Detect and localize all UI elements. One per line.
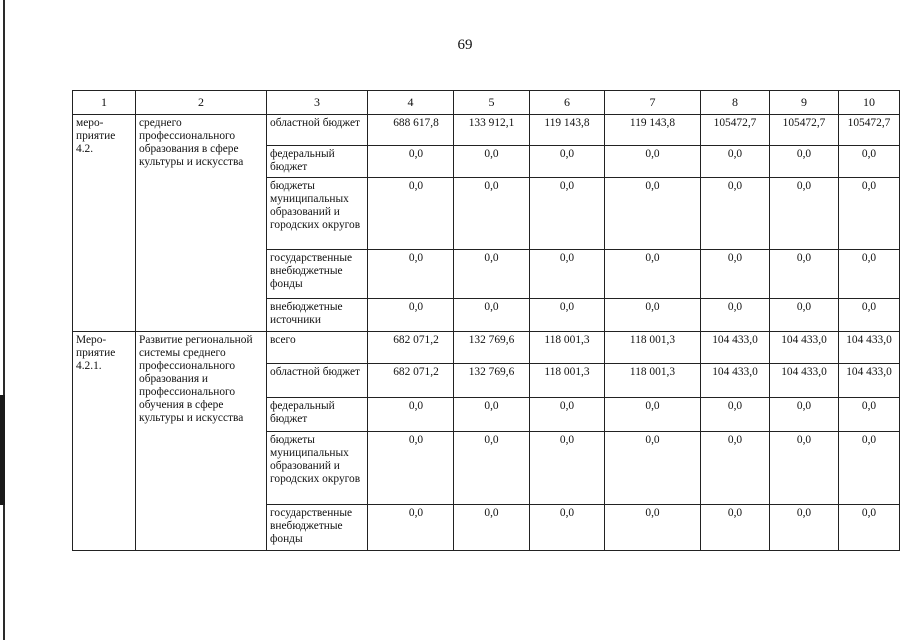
amount-cell: 0,0 — [454, 146, 530, 178]
amount-cell: 119 143,8 — [530, 115, 605, 146]
header-cell: 1 — [73, 91, 136, 115]
header-cell: 5 — [454, 91, 530, 115]
amount-cell: 0,0 — [454, 505, 530, 551]
amount-cell: 104 433,0 — [770, 364, 839, 398]
amount-cell: 0,0 — [701, 250, 770, 299]
amount-cell: 682 071,2 — [368, 364, 454, 398]
amount-cell: 104 433,0 — [839, 332, 900, 364]
amount-cell: 0,0 — [368, 178, 454, 250]
amount-cell: 0,0 — [770, 146, 839, 178]
table-row — [73, 115, 900, 146]
amount-cell: 0,0 — [605, 505, 701, 551]
amount-cell: 0,0 — [839, 505, 900, 551]
amount-cell: 0,0 — [770, 398, 839, 432]
amount-cell: 688 617,8 — [368, 115, 454, 146]
amount-cell: 0,0 — [701, 299, 770, 332]
amount-cell: 0,0 — [530, 178, 605, 250]
amount-cell: 0,0 — [770, 299, 839, 332]
header-cell: 2 — [136, 91, 267, 115]
amount-cell: 0,0 — [770, 505, 839, 551]
amount-cell: 0,0 — [368, 432, 454, 505]
measure-name: Развитие региональной системы среднего профессионального образования и профессионального обучения в сфере культуры и искусства — [136, 332, 267, 551]
amount-cell: 0,0 — [839, 398, 900, 432]
amount-cell: 0,0 — [839, 432, 900, 505]
header-cell: 9 — [770, 91, 839, 115]
amount-cell: 0,0 — [454, 178, 530, 250]
amount-cell: 0,0 — [368, 299, 454, 332]
amount-cell: 0,0 — [605, 250, 701, 299]
header-cell: 3 — [267, 91, 368, 115]
funding-source: бюджеты муниципальных образований и городских округов — [267, 432, 368, 505]
header-cell: 8 — [701, 91, 770, 115]
amount-cell: 0,0 — [839, 146, 900, 178]
amount-cell: 0,0 — [454, 299, 530, 332]
amount-cell: 0,0 — [839, 250, 900, 299]
amount-cell: 0,0 — [701, 178, 770, 250]
amount-cell: 0,0 — [368, 250, 454, 299]
amount-cell: 0,0 — [368, 505, 454, 551]
amount-cell: 0,0 — [839, 299, 900, 332]
amount-cell: 119 143,8 — [605, 115, 701, 146]
funding-source: внебюджетные источники — [267, 299, 368, 332]
funding-source: бюджеты муниципальных образований и городских округов — [267, 178, 368, 250]
amount-cell: 0,0 — [605, 146, 701, 178]
amount-cell: 118 001,3 — [605, 364, 701, 398]
amount-cell: 0,0 — [454, 250, 530, 299]
measure-code: Меро-приятие 4.2.1. — [73, 332, 136, 551]
funding-source: областной бюджет — [267, 115, 368, 146]
amount-cell: 0,0 — [701, 146, 770, 178]
header-row — [73, 91, 900, 115]
amount-cell: 132 769,6 — [454, 364, 530, 398]
amount-cell: 0,0 — [701, 398, 770, 432]
amount-cell: 0,0 — [839, 178, 900, 250]
funding-source: федеральный бюджет — [267, 398, 368, 432]
amount-cell: 104 433,0 — [701, 332, 770, 364]
amount-cell: 118 001,3 — [530, 332, 605, 364]
amount-cell: 0,0 — [605, 178, 701, 250]
amount-cell: 118 001,3 — [605, 332, 701, 364]
budget-table — [72, 90, 900, 551]
amount-cell: 118 001,3 — [530, 364, 605, 398]
amount-cell: 0,0 — [530, 250, 605, 299]
measure-code: меро-приятие 4.2. — [73, 115, 136, 332]
amount-cell: 0,0 — [701, 505, 770, 551]
amount-cell: 0,0 — [605, 398, 701, 432]
amount-cell: 105472,7 — [701, 115, 770, 146]
amount-cell: 0,0 — [368, 398, 454, 432]
amount-cell: 105472,7 — [839, 115, 900, 146]
measure-name: среднего профессионального образования в сфере культуры и искусства — [136, 115, 267, 332]
funding-source: областной бюджет — [267, 364, 368, 398]
amount-cell: 0,0 — [530, 146, 605, 178]
amount-cell: 0,0 — [770, 250, 839, 299]
amount-cell: 105472,7 — [770, 115, 839, 146]
amount-cell: 0,0 — [770, 178, 839, 250]
amount-cell: 104 433,0 — [701, 364, 770, 398]
amount-cell: 104 433,0 — [839, 364, 900, 398]
amount-cell: 104 433,0 — [770, 332, 839, 364]
funding-source: государственные внебюджетные фонды — [267, 250, 368, 299]
header-cell: 7 — [605, 91, 701, 115]
amount-cell: 0,0 — [530, 299, 605, 332]
page-edge-rule — [3, 0, 5, 640]
amount-cell: 0,0 — [368, 146, 454, 178]
amount-cell: 133 912,1 — [454, 115, 530, 146]
header-cell: 6 — [530, 91, 605, 115]
amount-cell: 132 769,6 — [454, 332, 530, 364]
page-number: 69 — [457, 37, 473, 53]
funding-source: государственные внебюджетные фонды — [267, 505, 368, 551]
amount-cell: 0,0 — [770, 432, 839, 505]
page-edge-mark — [0, 395, 5, 505]
amount-cell: 0,0 — [605, 432, 701, 505]
amount-cell: 0,0 — [605, 299, 701, 332]
amount-cell: 682 071,2 — [368, 332, 454, 364]
header-cell: 4 — [368, 91, 454, 115]
funding-source: федеральный бюджет — [267, 146, 368, 178]
amount-cell: 0,0 — [530, 398, 605, 432]
funding-source: всего — [267, 332, 368, 364]
header-cell: 10 — [839, 91, 900, 115]
amount-cell: 0,0 — [530, 505, 605, 551]
amount-cell: 0,0 — [454, 432, 530, 505]
amount-cell: 0,0 — [454, 398, 530, 432]
amount-cell: 0,0 — [530, 432, 605, 505]
amount-cell: 0,0 — [701, 432, 770, 505]
table-row — [73, 332, 900, 364]
